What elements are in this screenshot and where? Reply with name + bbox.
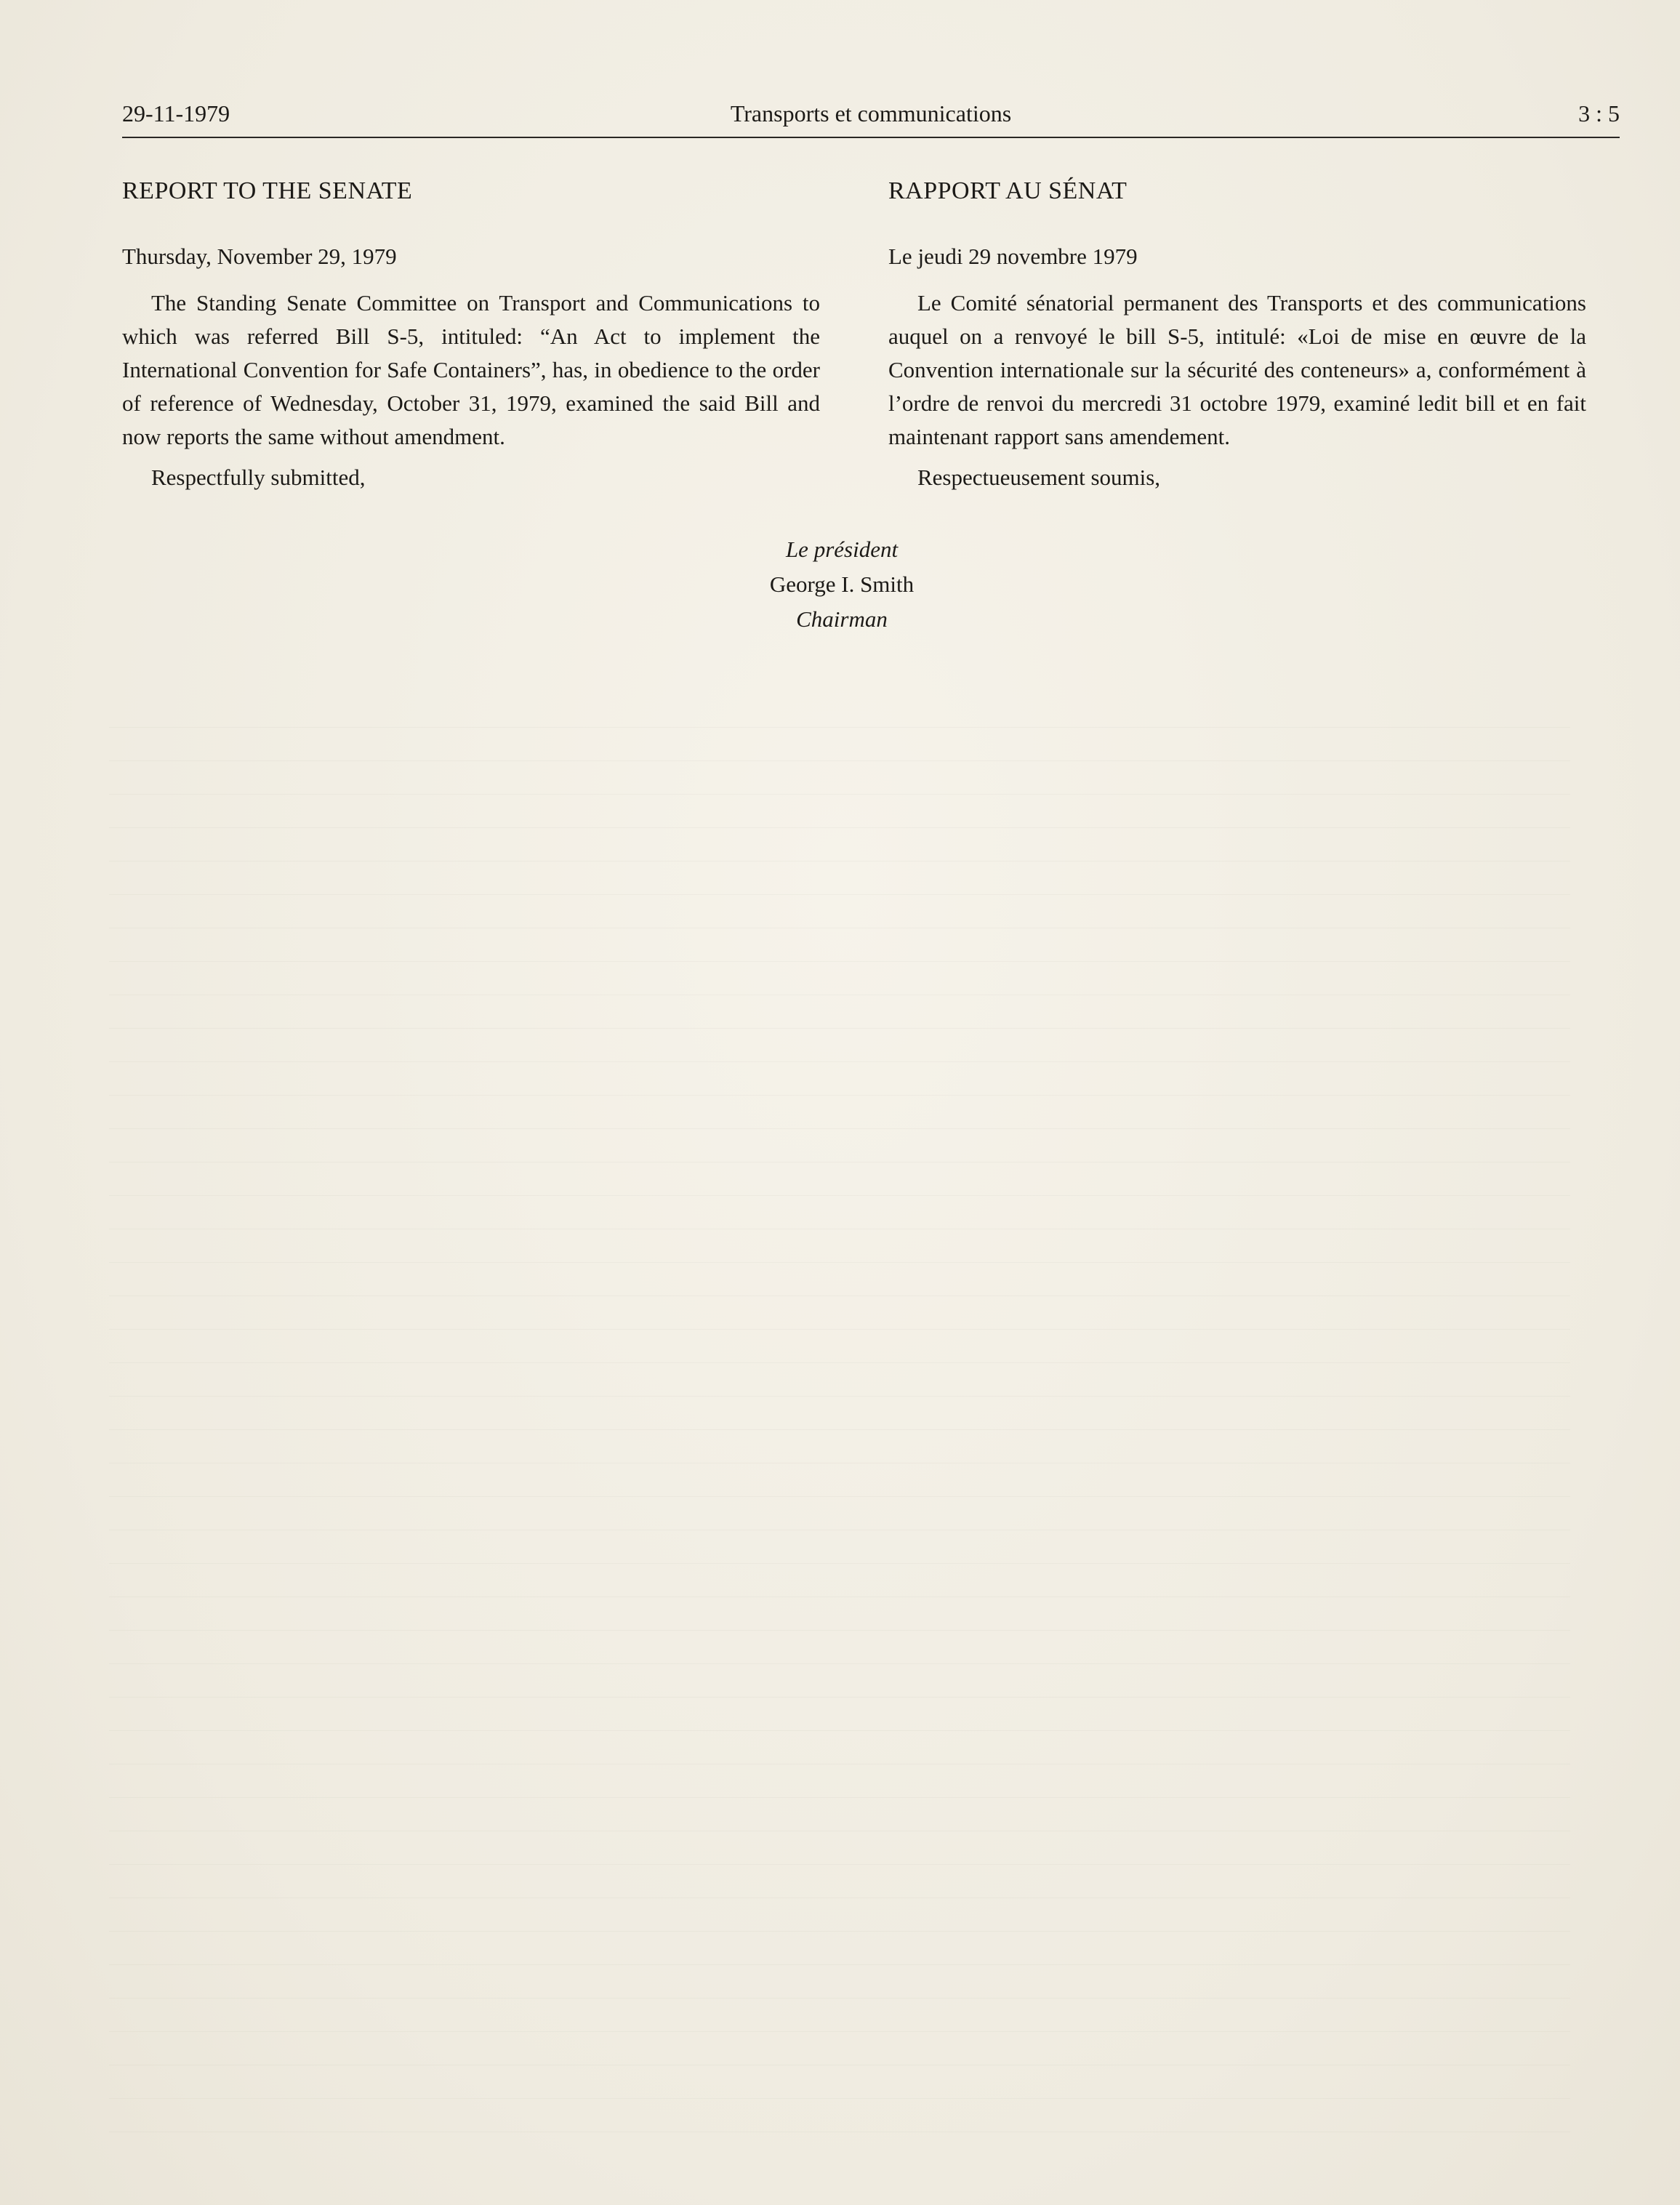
bleed-through-line: [109, 1663, 1570, 1664]
header-title: Transports et communications: [730, 100, 1012, 126]
french-heading: RAPPORT AU SÉNAT: [888, 177, 1128, 204]
signature-name: George I. Smith: [769, 571, 915, 597]
bleed-through-line: [109, 1095, 1570, 1096]
page-header: [122, 100, 1620, 137]
page-number: 3 : 5: [1578, 100, 1620, 126]
bleed-through-line: [109, 827, 1570, 828]
bleed-through-line: [109, 1998, 1570, 1999]
bleed-through-line: [109, 1697, 1570, 1698]
bleed-through-line: [109, 1195, 1570, 1196]
bleed-through-line: [109, 2098, 1570, 2099]
bleed-through-line: [109, 1329, 1570, 1330]
french-column: [888, 174, 1586, 494]
bleed-through-line: [109, 760, 1570, 761]
french-date: Le jeudi 29 novembre 1979: [888, 244, 1138, 269]
bleed-through-line: [109, 1496, 1570, 1497]
english-body: The Standing Senate Committee on Transport and Communications to which was referred Bill S-5, intituled: “An Act to implement the International Convention for Safe Containers”, has, in obedience to the order of reference of Wednesday, October 31, 1979, examined the said Bill and now reports the same without amendment.: [122, 290, 820, 449]
header-date: 29-11-1979: [122, 100, 230, 126]
english-closing: Respectfully submitted,: [151, 465, 366, 490]
bleed-through-line: [109, 894, 1570, 895]
french-closing: Respectueusement soumis,: [917, 465, 1161, 490]
signature-title-fr: Le président: [785, 537, 899, 562]
bleed-through-line: [109, 1797, 1570, 1798]
bleed-through-line: [109, 1964, 1570, 1965]
bleed-through-line: [109, 961, 1570, 962]
bleed-through-line: [109, 1630, 1570, 1631]
english-heading: REPORT TO THE SENATE: [122, 177, 413, 204]
french-body: Le Comité sénatorial permanent des Transports et des communications auquel on a renvoyé le bill S-5, intitulé: «Loi de mise en œuvre de la Convention internationale sur la sécurité des conteneurs» a, conformément à l’ordre de renvoi du mercredi 31 octobre 1979, examiné ledit bill et en fait maintenant rapport sans amendement.: [888, 290, 1586, 449]
bleed-through-line: [109, 1061, 1570, 1062]
bleed-through-line: [109, 727, 1570, 728]
bleed-through-line: [109, 1429, 1570, 1430]
signature-block: [704, 532, 980, 637]
bleed-through-line: [109, 1128, 1570, 1129]
bleed-through-line: [109, 1596, 1570, 1597]
bleed-through-line: [109, 1897, 1570, 1898]
english-date: Thursday, November 29, 1979: [122, 244, 397, 269]
bleed-through-line: [109, 2031, 1570, 2032]
signature-title-en: Chairman: [796, 606, 888, 632]
bleed-through-line: [109, 1864, 1570, 1865]
header-divider: [122, 137, 1620, 138]
bleed-through-line: [109, 1931, 1570, 1932]
bleed-through-line: [109, 1396, 1570, 1397]
bleed-through-line: [109, 1262, 1570, 1263]
bleed-through-line: [109, 1362, 1570, 1363]
bleed-through-line: [109, 794, 1570, 795]
english-column: [122, 174, 820, 494]
bleed-through-line: [109, 1028, 1570, 1029]
bleed-through-line: [109, 1563, 1570, 1564]
bleed-through-line: [109, 1730, 1570, 1731]
